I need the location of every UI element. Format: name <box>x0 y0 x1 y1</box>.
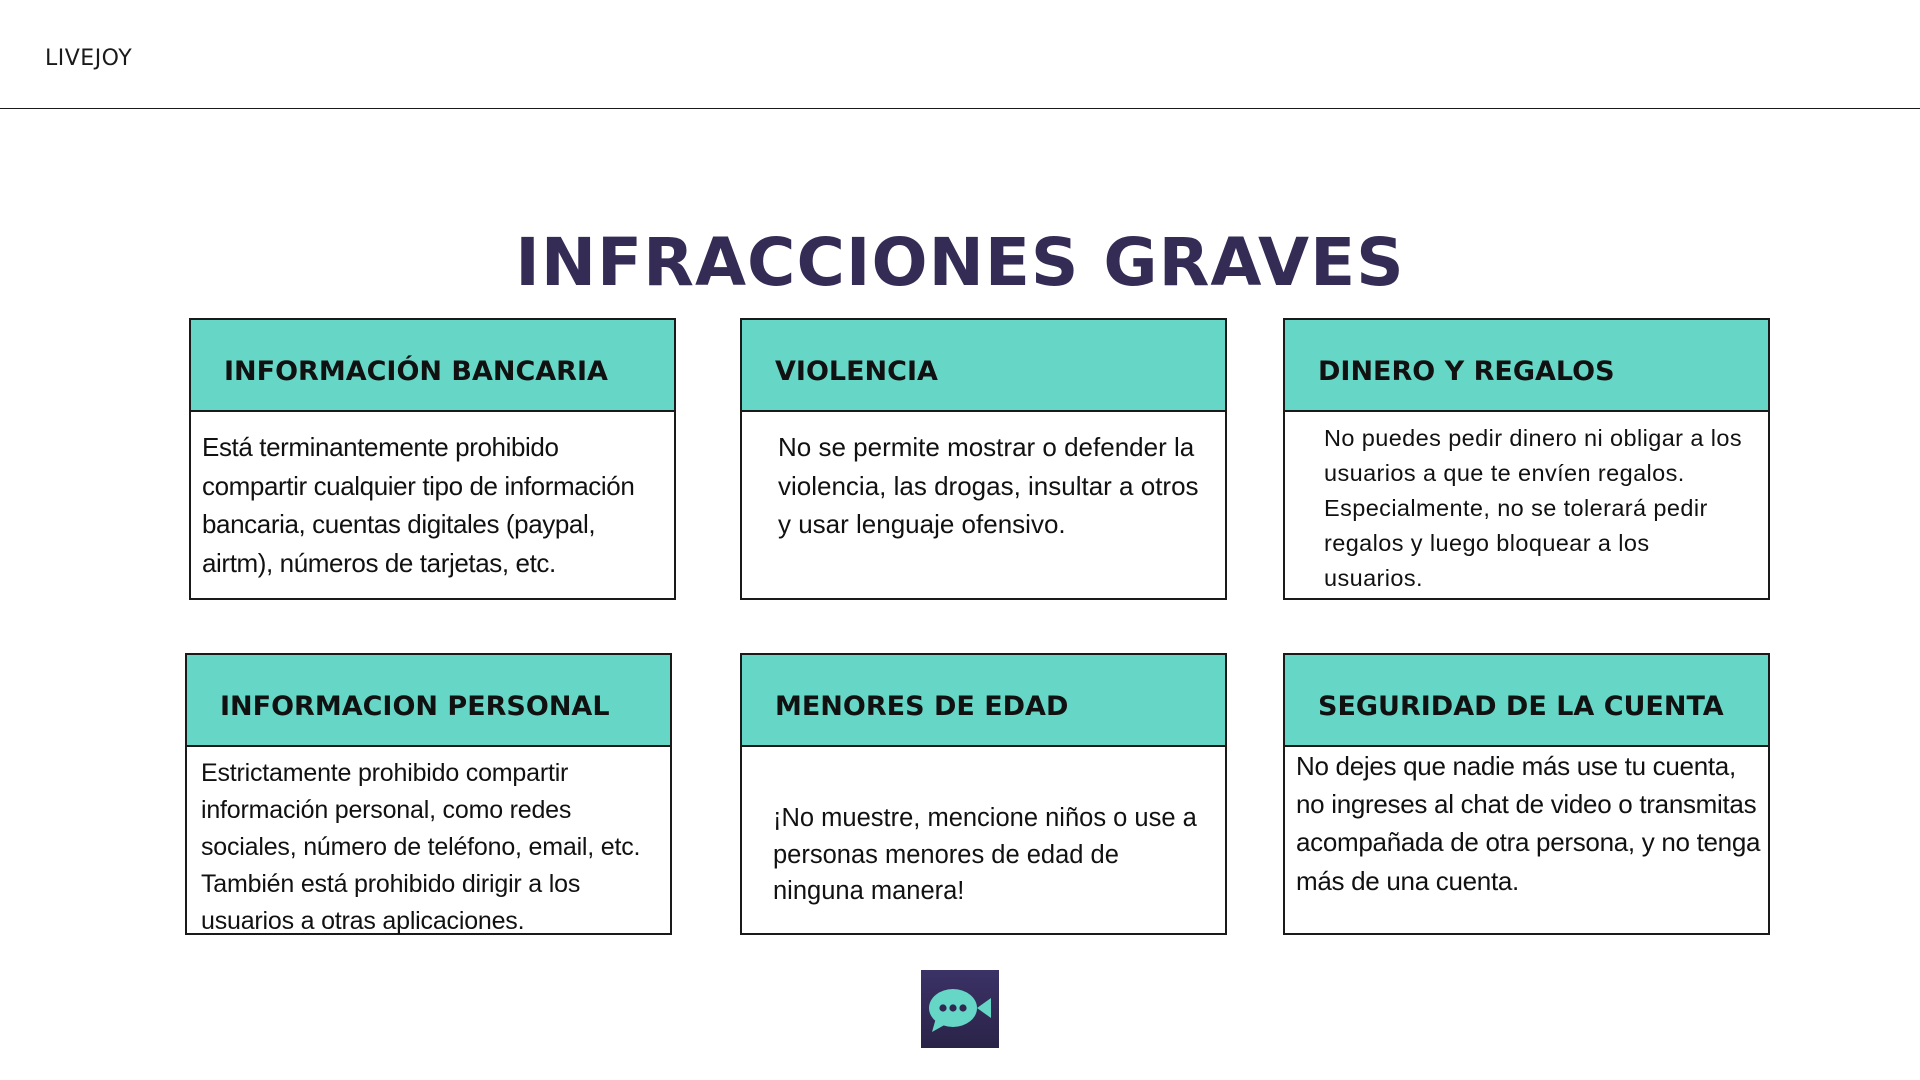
card-money-gifts <box>1283 318 1770 600</box>
brand-name: LIVEJOY <box>45 46 133 71</box>
card-minors <box>740 653 1227 935</box>
card-text: Estrictamente prohibido compartir información personal, como redes sociales, número de teléfono, email, etc. También está prohibido dirigir a los usuarios a otras aplicaciones. <box>201 759 641 935</box>
card-account-security <box>1283 653 1770 935</box>
card-personal-info <box>185 653 672 935</box>
page-title: INFRACCIONES GRAVES <box>515 224 1405 302</box>
card-text: No se permite mostrar o defender la violencia, las drogas, insultar a otros y usar lenguaje ofensivo. <box>778 432 1199 539</box>
card-heading: SEGURIDAD DE LA CUENTA <box>1285 655 1768 747</box>
card-heading: INFORMACIÓN BANCARIA <box>191 320 674 412</box>
card-text: No dejes que nadie más use tu cuenta, no ingreses al chat de video o transmitas acompañada de otra persona, y no tenga más de una cuenta. <box>1296 751 1761 896</box>
card-text: No puedes pedir dinero ni obligar a los usuarios a que te envíen regalos. Especialmente, no se tolerará pedir regalos y luego bloquear a los usuarios. <box>1324 425 1742 591</box>
card-violence <box>740 318 1227 600</box>
card-heading: INFORMACION PERSONAL <box>187 655 670 747</box>
card-heading: VIOLENCIA <box>742 320 1225 412</box>
card-text: ¡No muestre, mencione niños o use a personas menores de edad de ninguna manera! <box>773 804 1197 905</box>
card-text: Está terminantemente prohibido compartir cualquier tipo de información bancaria, cuentas digitales (paypal, airtm), números de tarjetas, etc. <box>202 432 635 578</box>
card-heading: DINERO Y REGALOS <box>1285 320 1768 412</box>
card-bank-info <box>189 318 676 600</box>
card-heading: MENORES DE EDAD <box>742 655 1225 747</box>
header-divider <box>0 108 1920 109</box>
video-chat-bubble-icon <box>921 970 999 1048</box>
